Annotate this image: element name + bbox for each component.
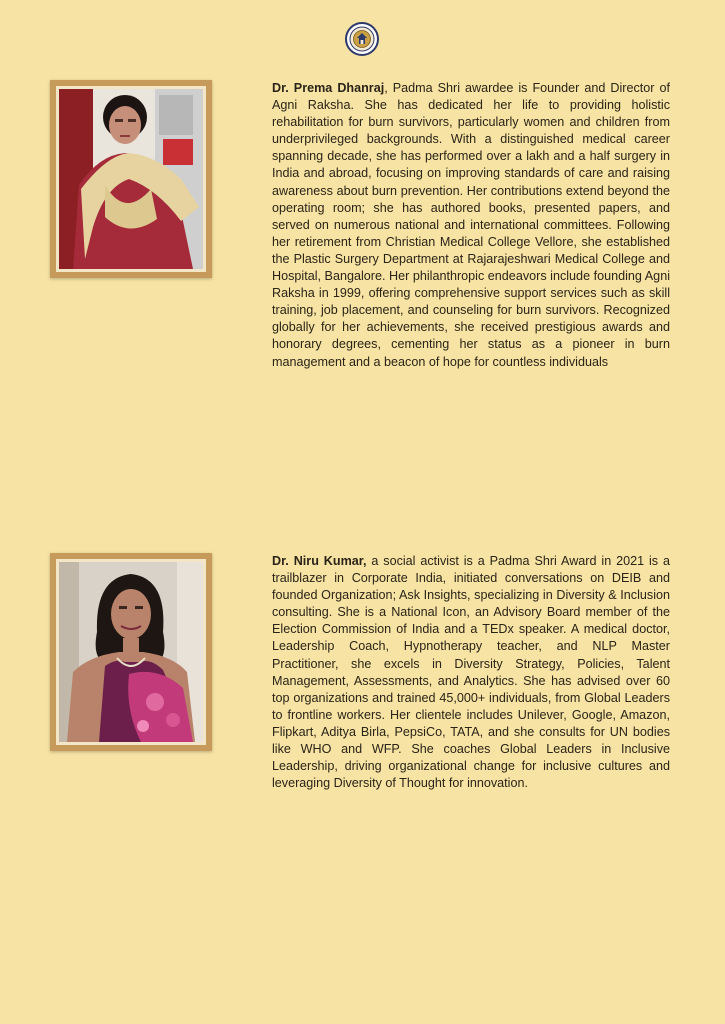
person-name: Dr. Prema Dhanraj xyxy=(272,81,385,95)
bio-paragraph xyxy=(272,553,670,792)
portrait-frame xyxy=(50,80,212,278)
portrait-frame xyxy=(50,553,212,751)
portrait-photo-niru-kumar xyxy=(59,562,203,742)
bio-paragraph xyxy=(272,80,670,371)
bio-text: , Padma Shri awardee is Founder and Director of Agni Raksha. She has dedicated her life to providing holistic rehabilitation for burn survivors, particularly women and children from underprivileged backgrounds. With a distinguished medical career spanning decade, she has performed over a lakh and a half surgery in India and abroad, focusing on improving standards of care and raising awareness about burn prevention. Her contributions extend beyond the operating room; she has authored books, presented papers, and served on numerous national and international committees. Following her retirement from Christian Medical College Vellore, she established the Plastic Surgery Department at Rajarajeshwari Medical College and Hospital, Bangalore. Her philanthropic endeavors include founding Agni Raksha in 1999, offering comprehensive support services such as skill training, job placement, and counseling for burn survivors. Recognized globally for her achievements, she received prestigious awards and honorary degrees, cementing her status as a pioneer in burn management and a beacon of hope for countless individuals xyxy=(272,81,670,369)
portrait-photo-prema-dhanraj xyxy=(59,89,203,269)
institution-seal-icon xyxy=(345,22,379,56)
bio-text: a social activist is a Padma Shri Award in 2021 is a trailblazer in Corporate India, initiated conversations on DEIB and founded Organization; Ask Insights, specializing in Diversity & Inclusion consulting. She is a National Icon, an Advisory Board member of the Election Commission of India and a TEDx speaker. A medical doctor, Leadership Coach, Hypnotherapy teacher, and NLP Master Practitioner, she excels in Diversity Strategy, Policies, Talent Management, Assessments, and Analytics. She has advised over 60 top organizations and trained 45,000+ individuals, from Global Leaders to frontline workers. Her clientele includes Unilever, Google, Amazon, Flipkart, Aditya Birla, PepsiCo, TATA, and she consults for UN bodies like WHO and WFP. She coaches Global Leaders in Inclusive Leadership, driving organizational change for inclusive cultures and leveraging Diversity of Thought for innovation. xyxy=(272,554,671,791)
person-name: Dr. Niru Kumar, xyxy=(272,554,367,568)
